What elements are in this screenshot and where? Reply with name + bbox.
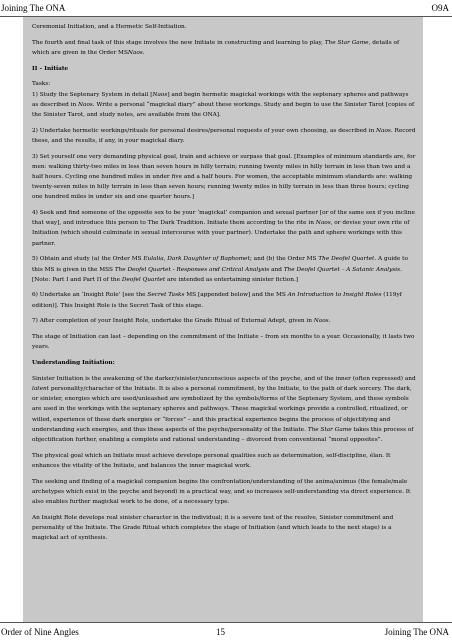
task-item: 4) Seek and find someone of the opposite sex to be your ‘magickal’ companion and sexual partner [or of the same sex if you incline that way], and introduce this person to The Dark Tradition. Initiate them according to the rite in Naos, or devise your own rite of Initiation (which should culminate in sexual intercourse with your partner). Undertake the path and sphere workings with this partner. (32, 210, 415, 247)
paragraph: The stage of Initiation can last – depending on the commitment of the Initiate – from six months to a year. Occasionally, it lasts two years. (32, 334, 415, 351)
text-panel (23, 17, 423, 622)
header-tag: O9A (431, 3, 449, 13)
footer-org: Order of Nine Angles (1, 627, 79, 637)
paragraph: An Insight Role develops real sinister character in the individual; it is a severe test of the resolve, Sinister commitment and personality of the Initiate. The Grade Ritual which completes the stage of Initiation (and which leads to the next stage) is a magickal act of synthesis. (32, 514, 394, 542)
tasks-label: Tasks: (32, 81, 51, 88)
task-item: 2) Undertake hermetic workings/rituals for personal desires/personal requests of your own choosing, as described in Naos. Record these, and the results, if any, in your magickal diary. (32, 127, 416, 144)
page-header (0, 0, 452, 17)
task-item: 6) Undertake an ‘Insight Role’ [see the Secret Tasks MS [appended below] and the MS An Introduction to Insight Roles (119yf edition)]. This Insight Role is the Secret Task of this stage. (32, 292, 402, 309)
task-item: 3) Set yourself one very demanding physical goal, train and achieve or surpass that goal. [Examples of minimum standards are, for men: walking thirty-two miles in less than seven hours in hilly terrain; running twenty miles in hilly terrain in less than two and a half hours. Cycling one hundred miles in under five and a half hours. For women, the acceptable minimum standards are: walking twenty-seven miles in hilly terrain in less than seven hours; running twenty miles in hilly terrain in less than three hours; cycling one hundred miles in under six and one quarter hours.] (32, 153, 416, 201)
paragraph: The fourth and final task of this stage involves the new Initiate in constructing and learning to play, The Star Game, details of which are given in the Order MSNaos. (32, 39, 400, 56)
page-footer (0, 622, 452, 641)
paragraph: The physical goal which an Initiate must achieve develops personal qualities such as determination, self-discipline, élan. It enhances the vitality of the Initiate, and balances the inner magickal work. (32, 452, 391, 469)
task-item: 1) Study the Septenary System in detail [Naos] and begin hermetic magickal workings with the septenary spheres and pathways as described in Naos. Write a personal “magickal diary” about these workings. Study and begin to use the Sinister Tarot [copies of the Sinister Tarot, and study notes, are available from the ONA]. (32, 91, 415, 118)
section-heading-initiate: II – Initiate (32, 65, 69, 72)
page-number: 15 (216, 627, 225, 637)
paragraph: Sinister Initiation is the awakening of the darker/sinister/unconscious aspects of the psyche, and of the inner (often repressed) and latent personality/character of the Initiate. It is also a personal commitment, by the Initiate, to the path of dark sorcery. The dark, or sinister, energies which are used/unleashed are symbolized by the symbols/forms of the Septenary System, and these symbols are used in the workings with the septenary spheres and pathways. These magickal workings provide a controlled, ritualized, or willed, experience of these dark energies or “forces” – and this practical experience begins the process of objectifying and understanding such energies, and thus these aspects of the psyche/personality of the Initiate. The Star Game takes this process of objectification further, enabling a complete and rational understanding – divorced from conventional “moral opposites”. (32, 375, 416, 443)
section-heading-understanding: Understanding Initiation: (32, 359, 115, 366)
document-body (32, 22, 416, 549)
header-title: Joining The ONA (1, 3, 66, 13)
paragraph: The seeking and finding of a magickal companion begins the confrontation/understanding of the anima/animus (the female/male archetypes which exist in the psyche and beyond) in a practical way, and so increases self-understanding via direct experience. It also enables further magickal work to be done, of a necessary type. (32, 478, 411, 505)
task-item: 5) Obtain and study (a) the Order MS Eulalia, Dark Daughter of Baphomet; and (b) the Order MS The Deofel Quartet. A guide to this MS is given in the MSS The Deofel Quartet - Responses and Critical Analysis and The Deofel Quartet – A Satanic Analysis. [Note: Part I and Part II of the Deofel Quartet are intended as entertaining sinister fiction.] (32, 256, 408, 283)
footer-title: Joining The ONA (384, 627, 449, 637)
paragraph: Ceremonial Initiation, and a Hermetic Self-Initiation. (32, 24, 187, 30)
task-item: 7) After completion of your Insight Role, undertake the Grade Ritual of External Adept, given in Naos. (32, 318, 331, 325)
